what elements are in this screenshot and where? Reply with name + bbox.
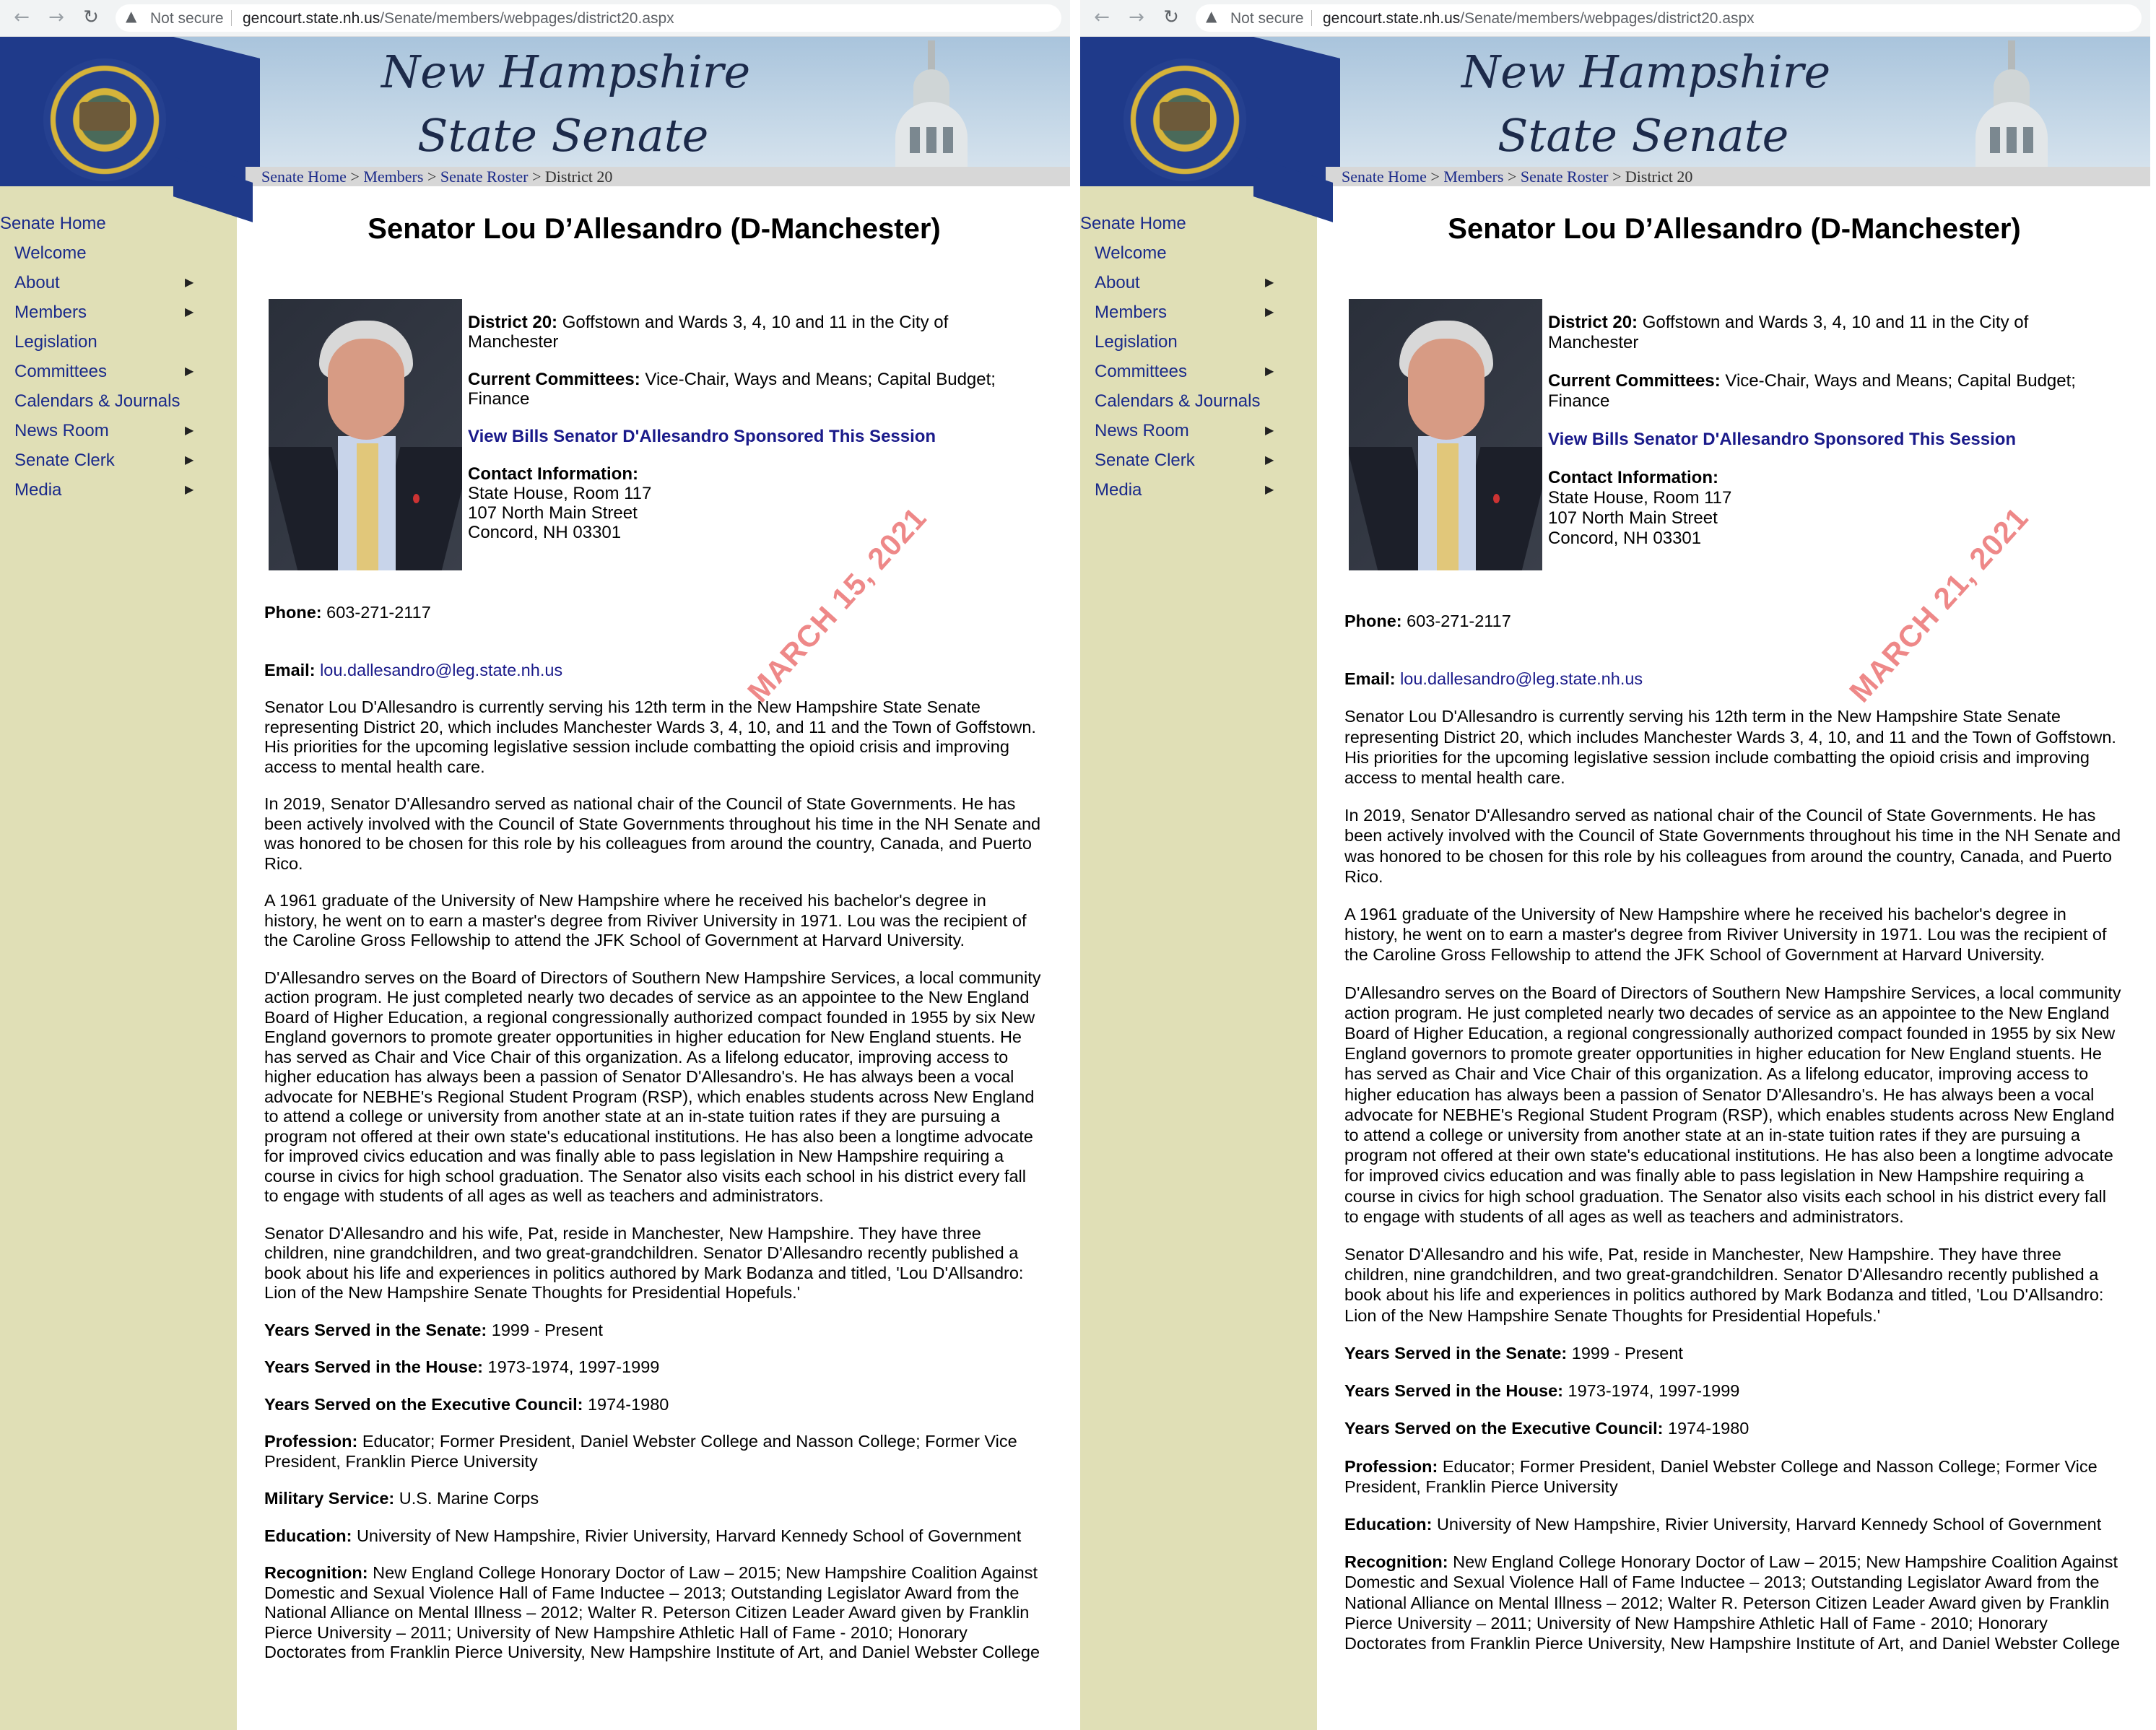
submenu-arrow-icon: ▶	[1265, 484, 1274, 496]
forward-arrow-icon[interactable]: →	[1129, 6, 1144, 28]
submenu-arrow-icon: ▶	[185, 425, 194, 437]
submenu-arrow-icon: ▶	[1265, 454, 1274, 466]
bio-section	[264, 603, 1044, 1680]
menu-item-legislation[interactable]: Legislation	[1095, 332, 1178, 352]
menu-item-calendars-journals[interactable]: Calendars & Journals	[1095, 391, 1261, 411]
years-council: Years Served on the Executive Council: 1974-1980	[264, 1394, 669, 1414]
browser-window-left	[0, 0, 1070, 1730]
breadcrumb-senate-home[interactable]: Senate Home	[261, 168, 347, 186]
email-link[interactable]: lou.dallesandro@leg.state.nh.us	[1400, 669, 1643, 689]
committees-info: Current Committees: Vice-Chair, Ways and Means; Capital Budget; Finance	[468, 370, 996, 409]
forward-arrow-icon[interactable]: →	[48, 6, 64, 28]
breadcrumb-members[interactable]: Members	[1443, 168, 1504, 186]
menu-item-senate-home[interactable]: Senate Home	[0, 214, 106, 233]
sidebar-menu	[1080, 209, 1297, 505]
site-title-line2: State Senate	[417, 109, 709, 162]
security-label[interactable]: Not secure	[150, 10, 224, 27]
bio-paragraph: Senator D'Allesandro and his wife, Pat, reside in Manchester, New Hampshire. They have three children, nine grandchildren, and two great-grandchildren. Senator D'Allesandro recently published a book about his life and experiences in politics authored by Mark Bodanza and titled, 'Lou D'Allsandro: Lion of the New Hampshire Senate Thoughts for Presidential Hopefuls.'	[1344, 1245, 2104, 1325]
bio-paragraph: In 2019, Senator D'Allesandro served as national chair of the Council of State Governments. He has been actively involved with the Council of State Governments throughout his time in the NH Senate and was honored to be chosen for this role by his colleagues from around the country, Canada, and Puerto Rico.	[1344, 806, 2121, 886]
breadcrumb-current: District 20	[544, 168, 613, 186]
phone-info: Phone: 603-271-2117	[1344, 612, 1511, 630]
state-house-dome-icon	[1961, 40, 2062, 178]
state-seal-icon	[1123, 58, 1246, 181]
main-content	[264, 213, 1044, 1661]
bio-paragraph: D'Allesandro serves on the Board of Directors of Southern New Hampshire Services, a local community action program. He just completed nearly two decades of service as an appointee to the New England Board of Higher Education, a regional congressionally authorized compact founded in 1955 by six New England governors to promote greater opportunities in higher education for New England stuents. He has served as Chair and Vice Chair of this organization. As a lifelong educator, improving access to higher education has always been a passion of Senator D'Allesandro's. He has always been a vocal advocate for NEBHE's Regional Student Program (RSP), which enables students across New England to attend a college or university from another state at an in-state tuition rates if they are pursuing a program not offered at their own state's educational institutions. He has also been a longtime advocate for improved civics education and was finally able to pass legislation in New Hampshire requiring a course in civics for high school graduation. The Senator also visits each school in his district every fall to engage with students of all ages as well as teachers and administrators.	[264, 968, 1041, 1205]
bio-paragraph: Senator D'Allesandro and his wife, Pat, reside in Manchester, New Hampshire. They have three children, nine grandchildren, and two great-grandchildren. Senator D'Allesandro recently published a book about his life and experiences in politics authored by Mark Bodanza and titled, 'Lou D'Allsandro: Lion of the New Hampshire Senate Thoughts for Presidential Hopefuls.'	[264, 1223, 1024, 1302]
email-link[interactable]: lou.dallesandro@leg.state.nh.us	[320, 660, 563, 679]
menu-item-calendars-journals[interactable]: Calendars & Journals	[14, 391, 181, 411]
security-label[interactable]: Not secure	[1230, 10, 1304, 27]
contact-info: Contact Information: State House, Room 117 107 North Main Street Concord, NH 03301	[468, 464, 652, 542]
contact-info: Contact Information: State House, Room 117 107 North Main Street Concord, NH 03301	[1548, 468, 1732, 548]
years-council: Years Served on the Executive Council: 1974-1980	[1344, 1419, 1749, 1438]
breadcrumb-current: District 20	[1625, 168, 1693, 186]
menu-item-news-room[interactable]: News Room ▶	[1080, 417, 1297, 446]
site-title-line2: State Senate	[1498, 109, 1789, 162]
breadcrumb: Senate Home > Members > Senate Roster > District 20	[261, 168, 613, 186]
menu-item-senate-clerk[interactable]: Senate Clerk ▶	[1080, 446, 1297, 476]
address-bar[interactable]	[116, 4, 1061, 32]
submenu-arrow-icon: ▶	[185, 365, 194, 378]
browser-window-right	[1080, 0, 2150, 1730]
menu-item-members[interactable]: Members ▶	[1080, 298, 1297, 328]
panel-divider	[1070, 0, 1080, 1730]
submenu-arrow-icon: ▶	[185, 306, 194, 318]
bio-paragraph: Senator Lou D'Allesandro is currently serving his 12th term in the New Hampshire State Senate representing District 20, which includes Manchester Wards 3, 4, 10, and 11 and the Town of Goffstown. His priorities for the upcoming legislative session include combatting the opioid crisis and improving access to mental health care.	[1344, 707, 2116, 788]
military-service: Military Service: U.S. Marine Corps	[264, 1489, 539, 1508]
breadcrumb-members[interactable]: Members	[363, 168, 424, 186]
menu-item-members[interactable]: Members ▶	[0, 298, 217, 328]
email-info: Email: lou.dallesandro@leg.state.nh.us	[264, 660, 563, 679]
senator-photo	[1349, 299, 1542, 570]
menu-item-legislation[interactable]: Legislation	[14, 332, 97, 352]
date-stamp: MARCH 15, 2021	[741, 500, 934, 709]
menu-item-media[interactable]: Media ▶	[1080, 476, 1297, 505]
senator-name: Senator Lou D’Allesandro (D-Manchester)	[1448, 213, 2021, 245]
reload-icon[interactable]: ↻	[83, 6, 99, 28]
menu-item-senate-clerk[interactable]: Senate Clerk ▶	[0, 446, 217, 476]
menu-item-committees[interactable]: Committees ▶	[0, 357, 217, 387]
site-title-line1: New Hampshire	[381, 45, 751, 98]
menu-item-senate-home[interactable]: Senate Home	[1080, 214, 1186, 233]
committees-info: Current Committees: Vice-Chair, Ways and Means; Capital Budget; Finance	[1548, 371, 2076, 411]
url-text[interactable]: gencourt.state.nh.us/Senate/members/webpages/district20.aspx	[243, 10, 674, 27]
years-senate: Years Served in the Senate: 1999 - Present	[264, 1320, 603, 1339]
district-info: District 20: Goffstown and Wards 3, 4, 10 and 11 in the City of Manchester	[1548, 313, 2029, 352]
site-banner	[1080, 37, 2150, 186]
state-house-dome-icon	[881, 40, 982, 178]
menu-item-welcome[interactable]: Welcome	[14, 243, 87, 263]
site-title-line1: New Hampshire	[1461, 45, 1831, 98]
submenu-arrow-icon: ▶	[1265, 306, 1274, 318]
sidebar-menu	[0, 209, 217, 505]
main-content	[1344, 213, 2124, 1653]
submenu-arrow-icon: ▶	[1265, 365, 1274, 378]
menu-item-about[interactable]: About ▶	[0, 269, 217, 298]
breadcrumb-senate-roster[interactable]: Senate Roster	[440, 168, 529, 186]
state-seal-icon	[43, 58, 166, 181]
back-arrow-icon[interactable]: ←	[1094, 6, 1110, 28]
recognition: Recognition: New England College Honorary Doctor of Law – 2015; New Hampshire Coalition Against Domestic and Sexual Violence Hall of Fame Inductee – 2013; Outstanding Legislator Award from the National Alliance on Mental Illness – 2012; Walter R. Peterson Citizen Leader Award given by Franklin Pierce University – 2011; University of New Hampshire Athletic Hall of Fame - 2010; Honorary Doctorates from Franklin Pierce University, New Hampshire Institute of Art, and Daniel Webster College	[1344, 1552, 2121, 1653]
url-text[interactable]: gencourt.state.nh.us/Senate/members/webpages/district20.aspx	[1323, 10, 1755, 27]
warning-icon[interactable]: ▲	[126, 7, 137, 25]
years-senate: Years Served in the Senate: 1999 - Present	[1344, 1343, 1683, 1362]
bio-section	[1344, 611, 2124, 1671]
reload-icon[interactable]: ↻	[1163, 6, 1179, 28]
site-banner	[0, 37, 1070, 186]
profession: Profession: Educator; Former President, Daniel Webster College and Nasson College; Former Vice President, Franklin Pierce University	[264, 1432, 1017, 1471]
browser-toolbar	[0, 0, 1070, 37]
address-bar[interactable]	[1196, 4, 2142, 32]
email-info: Email: lou.dallesandro@leg.state.nh.us	[1344, 669, 1643, 689]
senator-photo	[269, 299, 462, 570]
warning-icon[interactable]: ▲	[1206, 7, 1217, 25]
phone-info: Phone: 603-271-2117	[264, 603, 431, 622]
submenu-arrow-icon: ▶	[185, 454, 194, 466]
bio-paragraph: Senator Lou D'Allesandro is currently serving his 12th term in the New Hampshire State Senate representing District 20, which includes Manchester Wards 3, 4, 10, and 11 and the Town of Goffstown. His priorities for the upcoming legislative session include combatting the opioid crisis and improving access to mental health care.	[264, 697, 1036, 776]
education: Education: University of New Hampshire, Rivier University, Harvard Kennedy School of Government	[264, 1526, 1022, 1545]
submenu-arrow-icon: ▶	[1265, 277, 1274, 289]
menu-item-welcome[interactable]: Welcome	[1095, 243, 1167, 263]
years-house: Years Served in the House: 1973-1974, 1997-1999	[1344, 1381, 1740, 1401]
submenu-arrow-icon: ▶	[185, 484, 194, 496]
menu-item-media[interactable]: Media ▶	[0, 476, 217, 505]
education: Education: University of New Hampshire, Rivier University, Harvard Kennedy School of Government	[1344, 1514, 2102, 1534]
bio-paragraph: D'Allesandro serves on the Board of Directors of Southern New Hampshire Services, a local community action program. He just completed nearly two decades of service as an appointee to the New England Board of Higher Education, a regional congressionally authorized compact founded in 1955 by six New England governors to promote greater opportunities in higher education for New England stuents. He has served as Chair and Vice Chair of this organization. As a lifelong educator, improving access to higher education has always been a passion of Senator D'Allesandro's. He has always been a vocal advocate for NEBHE's Regional Student Program (RSP), which enables students across New England to attend a college or university from another state at an in-state tuition rates if they are pursuing a program not offered at their own state's educational institutions. He has also been a longtime advocate for improved civics education and was finally able to pass legislation in New Hampshire requiring a course in civics for high school graduation. The Senator also visits each school in his district every fall to engage with students of all ages as well as teachers and administrators.	[1344, 983, 2121, 1226]
senator-name: Senator Lou D’Allesandro (D-Manchester)	[368, 213, 941, 245]
recognition: Recognition: New England College Honorary Doctor of Law – 2015; New Hampshire Coalition Against Domestic and Sexual Violence Hall of Fame Inductee – 2013; Outstanding Legislator Award from the National Alliance on Mental Illness – 2012; Walter R. Peterson Citizen Leader Award given by Franklin Pierce University – 2011; University of New Hampshire Athletic Hall of Fame - 2010; Honorary Doctorates from Franklin Pierce University, New Hampshire Institute of Art, and Daniel Webster College	[264, 1563, 1040, 1661]
breadcrumb-senate-home[interactable]: Senate Home	[1342, 168, 1427, 186]
years-house: Years Served in the House: 1973-1974, 1997-1999	[264, 1357, 660, 1376]
browser-toolbar	[1080, 0, 2150, 37]
bio-paragraph: A 1961 graduate of the University of New Hampshire where he received his bachelor's degree in history, he went on to earn a master's degree from Riviver University in 1971. Lou was the recipient of the Caroline Gross Fellowship to attend the JFK School of Government at Harvard University.	[264, 891, 1027, 949]
menu-item-news-room[interactable]: News Room ▶	[0, 417, 217, 446]
breadcrumb-senate-roster[interactable]: Senate Roster	[1520, 168, 1609, 186]
submenu-arrow-icon: ▶	[1265, 425, 1274, 437]
address-separator	[231, 10, 232, 26]
back-arrow-icon[interactable]: ←	[14, 6, 30, 28]
senator-info	[468, 313, 1017, 560]
bio-paragraph: A 1961 graduate of the University of New Hampshire where he received his bachelor's degree in history, he went on to earn a master's degree from Riviver University in 1971. Lou was the recipient of the Caroline Gross Fellowship to attend the JFK School of Government at Harvard University.	[1344, 905, 2107, 965]
submenu-arrow-icon: ▶	[185, 277, 194, 289]
menu-item-about[interactable]: About ▶	[1080, 269, 1297, 298]
view-bills-link[interactable]: View Bills Senator D'Allesandro Sponsored This Session	[468, 427, 936, 446]
menu-item-committees[interactable]: Committees ▶	[1080, 357, 1297, 387]
view-bills-link[interactable]: View Bills Senator D'Allesandro Sponsored This Session	[1548, 430, 2017, 449]
district-info: District 20: Goffstown and Wards 3, 4, 10 and 11 in the City of Manchester	[468, 313, 949, 352]
breadcrumb: Senate Home > Members > Senate Roster > District 20	[1342, 168, 1693, 186]
address-separator	[1311, 10, 1312, 26]
bio-paragraph: In 2019, Senator D'Allesandro served as national chair of the Council of State Governments. He has been actively involved with the Council of State Governments throughout his time in the NH Senate and was honored to be chosen for this role by his colleagues from around the country, Canada, and Puerto Rico.	[264, 794, 1041, 873]
date-stamp: MARCH 21, 2021	[1843, 500, 2035, 709]
profession: Profession: Educator; Former President, Daniel Webster College and Nasson College; Former Vice President, Franklin Pierce University	[1344, 1456, 2098, 1496]
